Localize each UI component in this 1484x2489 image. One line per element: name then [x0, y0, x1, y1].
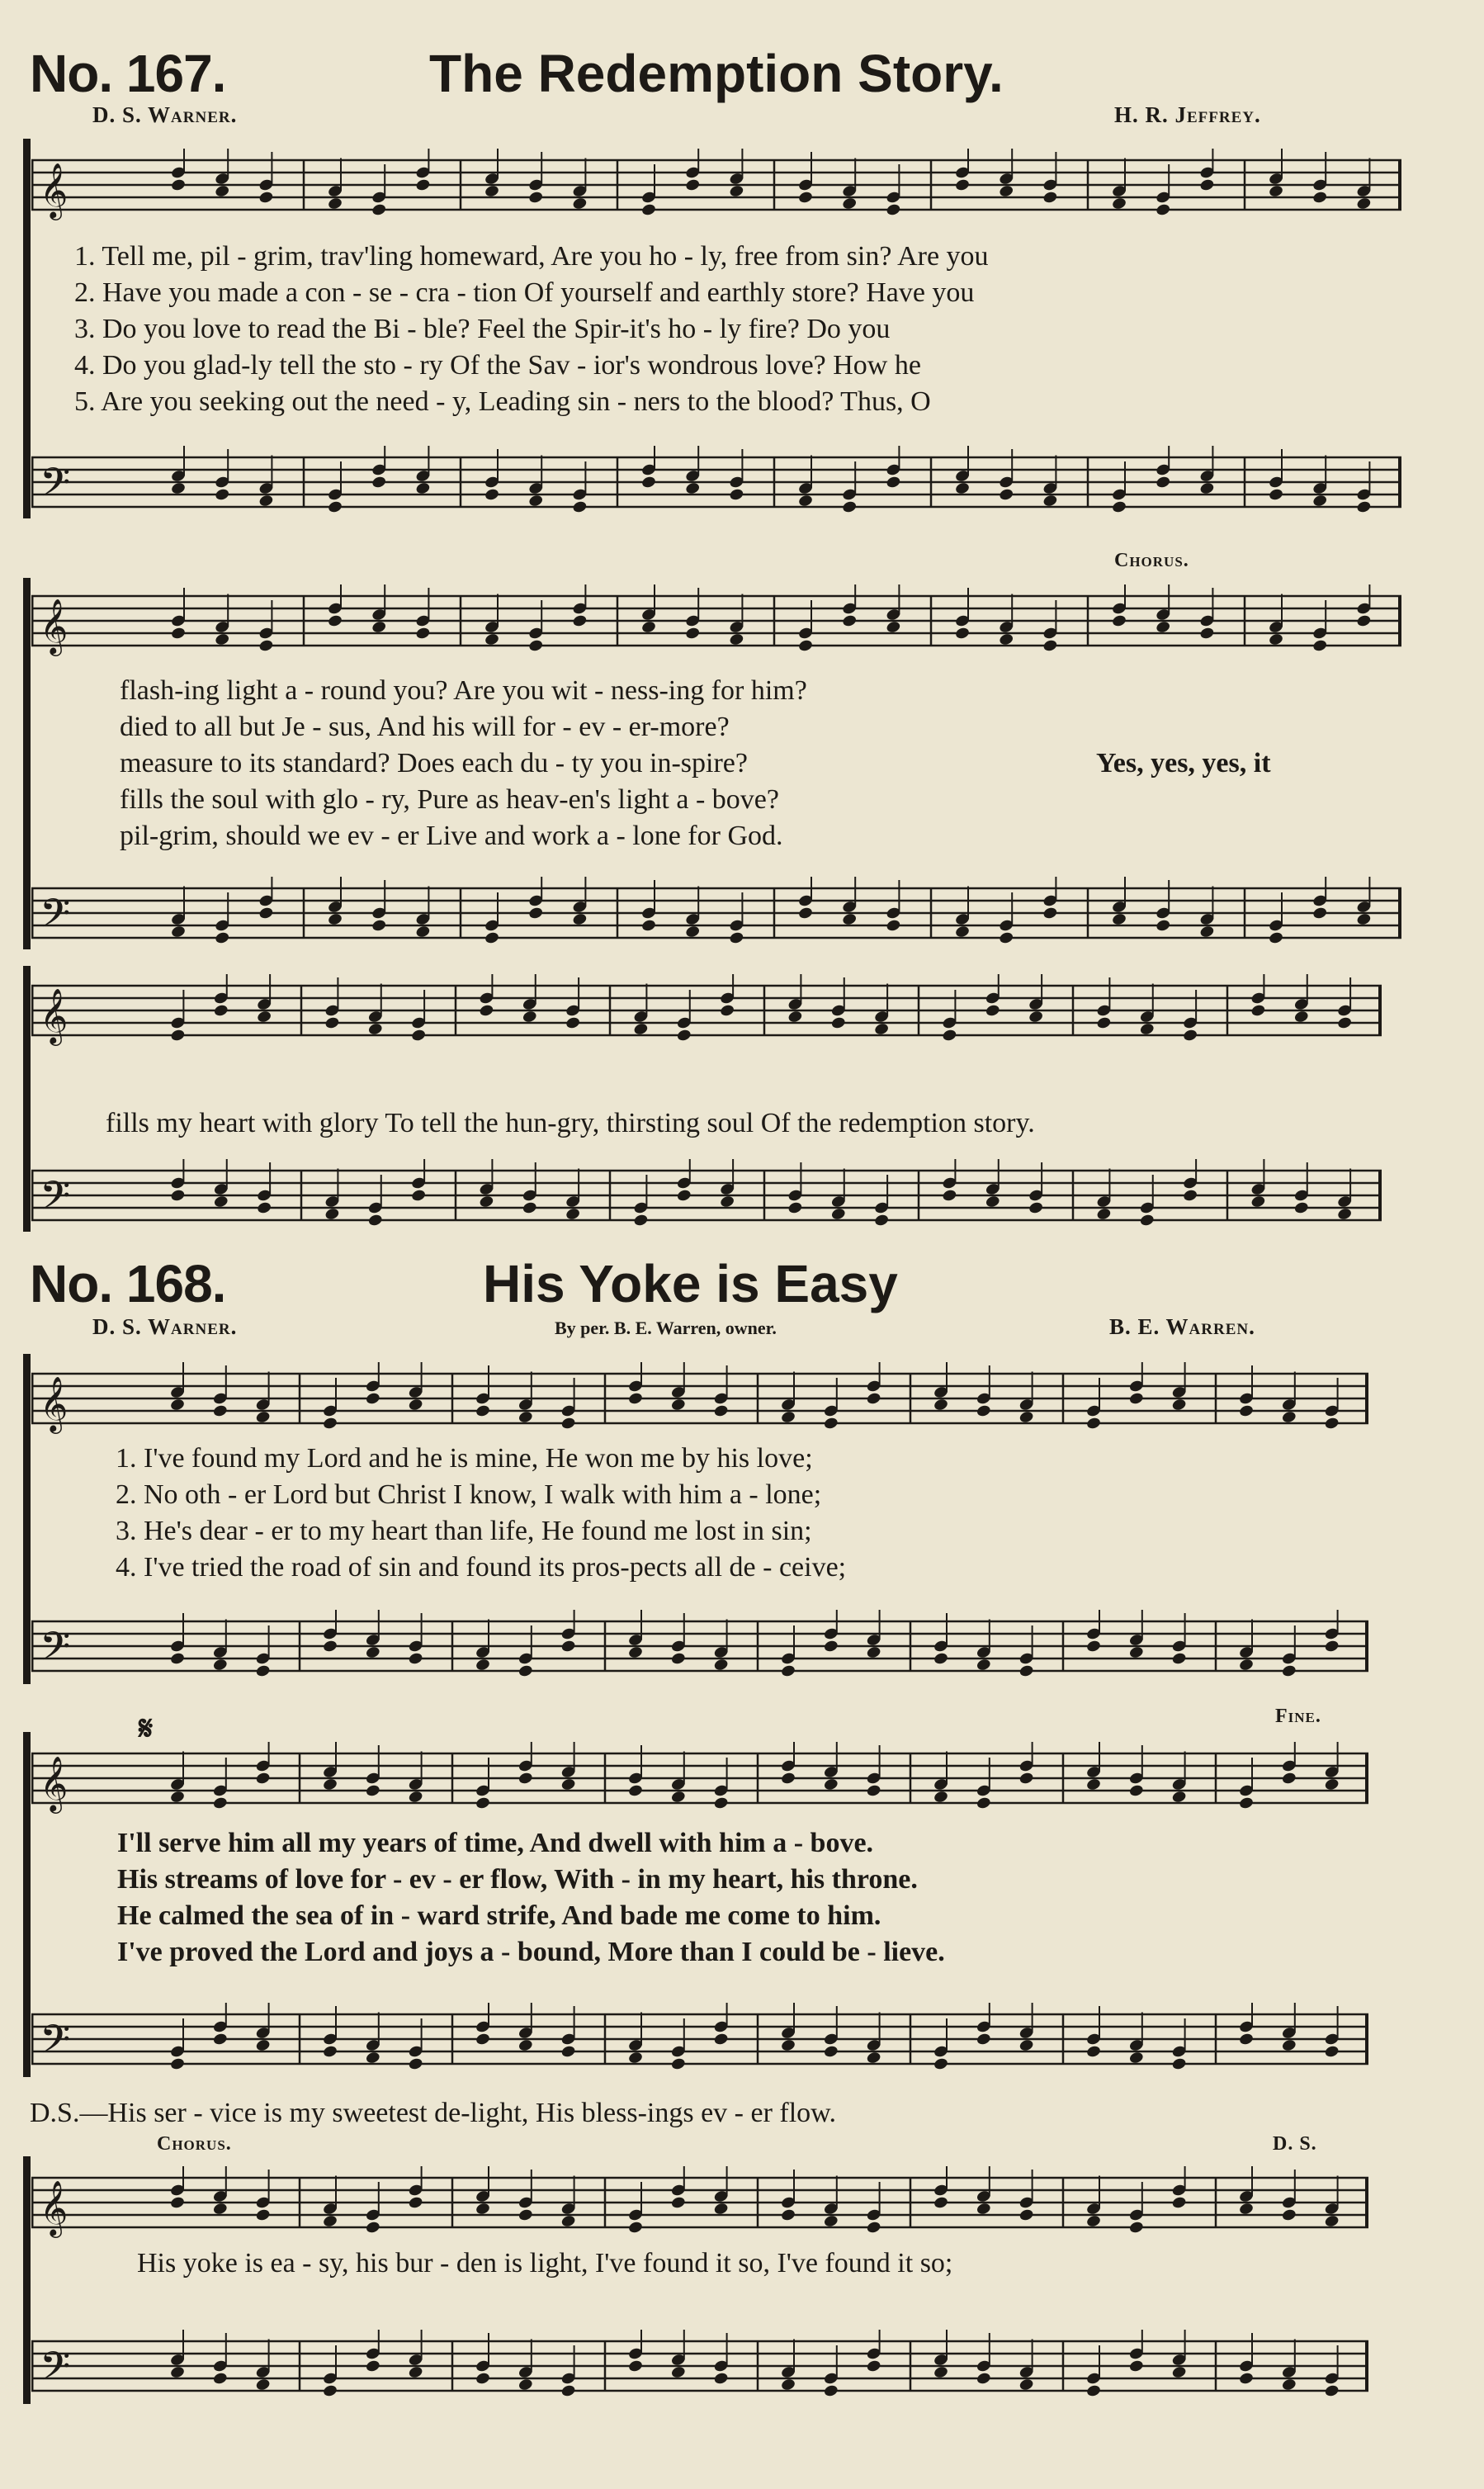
verse-line: 3. Do you love to read the Bi - ble? Feel the Spir-it's ho - ly fire? Do you: [74, 314, 891, 344]
words-credit: D. S. Warner.: [92, 102, 238, 127]
verse-line: 1. Tell me, pil - grim, trav'ling homeward, Are you ho - ly, free from sin? Are you: [74, 241, 989, 272]
verse-line: 1. I've found my Lord and he is mine, He won me by his love;: [116, 1443, 813, 1474]
hymn-title: The Redemption Story.: [429, 44, 1004, 103]
verse-line: I've proved the Lord and joys a - bound, More than I could be - lieve.: [117, 1937, 945, 1967]
chorus-line: His yoke is ea - sy, his bur - den is light, I've found it so, I've found it so;: [137, 2248, 953, 2278]
chorus-marker: Chorus.: [1114, 550, 1189, 571]
hymn-title: His Yoke is Easy: [483, 1254, 898, 1313]
chorus-line: fills my heart with glory To tell the hun-gry, thirsting soul Of the redemption story.: [106, 1108, 1035, 1138]
verse-line: 3. He's dear - er to my heart than life, He found me lost in sin;: [116, 1516, 812, 1546]
system-brace: [23, 966, 31, 1232]
svg-text:𝄞: 𝄞: [40, 1375, 69, 1431]
verse-line: fills the soul with glo - ry, Pure as heav-en's light a - bove?: [120, 784, 779, 815]
verse-line: He calmed the sea of in - ward strife, And bade me come to him.: [117, 1900, 881, 1931]
treble-staff: [31, 1362, 1368, 1436]
svg-text:𝄞: 𝄞: [40, 987, 69, 1043]
ds-lyric: His ser - vice is my sweetest de-light, His bless-ings ev - er flow.: [107, 2098, 837, 2128]
ds-marker: D. S.: [1273, 2133, 1317, 2155]
ds-prefix: D.S.—: [30, 2098, 108, 2128]
chorus-start-lyric: Yes, yes, yes, it: [1096, 748, 1271, 778]
svg-text:𝄢: 𝄢: [40, 459, 71, 515]
verse-line: I'll serve him all my years of time, And dwell with him a - bove.: [117, 1828, 874, 1858]
bass-staff: [31, 877, 1401, 951]
ds-line: [30, 2098, 836, 2129]
chorus-marker: Chorus.: [157, 2133, 232, 2155]
verse-line: flash-ing light a - round you? Are you wit - ness-ing for him?: [120, 675, 807, 706]
system-brace: [23, 1354, 31, 1684]
svg-text:𝄞: 𝄞: [40, 2179, 69, 2236]
treble-staff: [31, 584, 1401, 659]
verse-line: 2. Have you made a con - se - cra - tion Of yourself and earthly store? Have you: [74, 277, 975, 308]
system-brace: [23, 578, 31, 949]
music-credit: B. E. Warren.: [1109, 1314, 1255, 1339]
svg-text:𝄢: 𝄢: [40, 1172, 71, 1228]
verse-line: 4. I've tried the road of sin and found its pros-pects all de - ceive;: [116, 1552, 847, 1583]
music-credit: H. R. Jeffrey.: [1114, 102, 1261, 127]
bass-staff: [31, 446, 1401, 520]
bass-staff: [31, 1610, 1368, 1684]
svg-text:𝄞: 𝄞: [40, 162, 69, 218]
hymn-number: No. 167.: [30, 44, 226, 103]
svg-text:𝄢: 𝄢: [40, 1623, 71, 1679]
svg-text:𝄢: 𝄢: [40, 2343, 71, 2399]
verse-line: 4. Do you glad-ly tell the sto - ry Of the Sav - ior's wondrous love? How he: [74, 350, 921, 381]
system-brace: [23, 2156, 31, 2404]
treble-staff: [31, 149, 1401, 223]
verse-line: pil-grim, should we ev - er Live and work a - lone for God.: [120, 821, 783, 851]
svg-text:𝄞: 𝄞: [40, 598, 69, 654]
fine-marker: Fine.: [1275, 1706, 1321, 1727]
hymn-number: No. 168.: [30, 1254, 226, 1313]
permission-credit: By per. B. E. Warren, owner.: [555, 1318, 777, 1338]
verse-line: His streams of love for - ev - er flow, With - in my heart, his throne.: [117, 1864, 918, 1895]
svg-text:𝄢: 𝄢: [40, 2016, 71, 2072]
verse-line: measure to its standard? Does each du - ty you in-spire?: [120, 748, 748, 778]
treble-staff: [31, 1742, 1368, 1816]
treble-staff: [31, 2166, 1368, 2241]
words-credit: D. S. Warner.: [92, 1314, 238, 1339]
svg-text:𝄞: 𝄞: [40, 1755, 69, 1811]
bass-staff: [31, 2330, 1368, 2404]
bass-staff: [31, 2003, 1368, 2077]
verse-line: 2. No oth - er Lord but Christ I know, I walk with him a - lone;: [116, 1479, 822, 1510]
segno-sign: 𝄋: [139, 1710, 154, 1747]
treble-staff: [31, 974, 1382, 1048]
system-brace: [23, 1732, 31, 2077]
system-brace: [23, 139, 31, 518]
verse-line: died to all but Je - sus, And his will for - ev - er-more?: [120, 712, 730, 742]
bass-staff: [31, 1159, 1382, 1233]
svg-text:𝄢: 𝄢: [40, 890, 71, 946]
verse-line: 5. Are you seeking out the need - y, Leading sin - ners to the blood? Thus, O: [74, 386, 931, 417]
